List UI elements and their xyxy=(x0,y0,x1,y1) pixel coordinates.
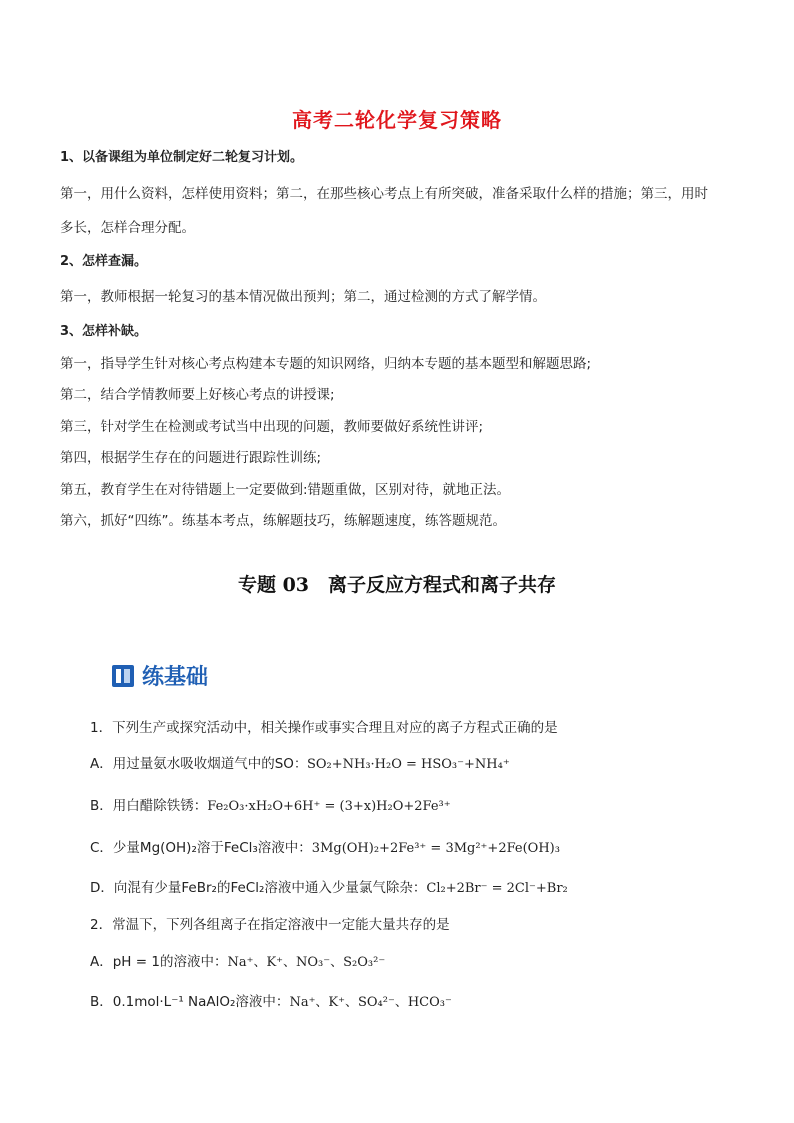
fill-gaps-item: 第二，结合学情教师要上好核心考点的讲授课; xyxy=(60,387,335,403)
fill-gaps-item: 第三，针对学生在检测或考试当中出现的问题，教师要做好系统性讲评; xyxy=(60,419,484,435)
option-b-formula: Na⁺、K⁺、SO₄²⁻、HCO₃⁻ xyxy=(289,995,452,1010)
plan-text-line-1: 第一，用什么资料，怎样使用资料；第二，在那些核心考点上有所突破，准备采取什么样的措施；第三，用时 xyxy=(60,186,708,202)
question-2-option-b xyxy=(90,990,452,1010)
question-1-option-a xyxy=(90,752,510,772)
option-d-text: D．向混有少量FeBr₂的FeCl₂溶液中通入少量氯气除杂： xyxy=(90,880,427,896)
question-2-option-a xyxy=(90,950,385,970)
option-d-formula: Cl₂+2Br⁻ = 2Cl⁻+Br₂ xyxy=(426,881,568,896)
check-text: 第一，教师根据一轮复习的基本情况做出预判；第二，通过检测的方式了解学情。 xyxy=(60,289,546,305)
option-a-formula: Na⁺、K⁺、NO₃⁻、S₂O₃²⁻ xyxy=(227,955,386,970)
fill-gaps-item: 第四，根据学生存在的问题进行跟踪性训练; xyxy=(60,450,322,466)
check-heading: 2、怎样查漏。 xyxy=(60,254,148,269)
fill-gaps-heading: 3、怎样补缺。 xyxy=(60,324,148,339)
fill-gaps-item: 第六，抓好“四练”。练基本考点，练解题技巧，练解题速度，练答题规范。 xyxy=(60,513,506,529)
question-1-option-c xyxy=(90,836,560,856)
practice-section-header xyxy=(112,660,208,691)
fill-gaps-item: 第五，教育学生在对待错题上一定要做到:错题重做，区别对待，就地正法。 xyxy=(60,482,511,498)
plan-text-line-2: 多长，怎样合理分配。 xyxy=(60,220,195,236)
option-b-text: B．用白醋除铁锈： xyxy=(90,798,208,814)
topic-title: 专题 03 离子反应方程式和离子共存 xyxy=(237,574,557,596)
plan-heading: 1、以备课组为单位制定好二轮复习计划。 xyxy=(60,150,304,165)
option-a-formula: ：SO₂+NH₃·H₂O = HSO₃⁻+NH₄⁺ xyxy=(293,757,510,772)
question-1-stem: 1．下列生产或探究活动中，相关操作或事实合理且对应的离子方程式正确的是 xyxy=(90,720,558,736)
practice-section-label: 练基础 xyxy=(142,665,209,690)
option-c-formula: 3Mg(OH)₂+2Fe³⁺ = 3Mg²⁺+2Fe(OH)₃ xyxy=(311,841,560,856)
question-2-stem: 2．常温下，下列各组离子在指定溶液中一定能大量共存的是 xyxy=(90,917,450,933)
question-1-option-d xyxy=(90,876,568,896)
option-a-text: A．用过量氨水吸收烟道气中的SO xyxy=(90,756,294,772)
fill-gaps-item: 第一，指导学生针对核心考点构建本专题的知识网络，归纳本专题的基本题型和解题思路; xyxy=(60,356,592,372)
option-b-text: B．0.1mol·L⁻¹ NaAlO₂溶液中： xyxy=(90,994,290,1010)
option-c-text: C．少量Mg(OH)₂溶于FeCl₃溶液中： xyxy=(90,840,312,856)
page-title: 高考二轮化学复习策略 xyxy=(292,108,502,132)
option-a-text: A．pH = 1的溶液中： xyxy=(90,954,228,970)
option-b-formula: Fe₂O₃·xH₂O+6H⁺ = (3+x)H₂O+2Fe³⁺ xyxy=(207,799,451,814)
question-1-option-b xyxy=(90,794,451,814)
book-icon xyxy=(112,665,134,687)
